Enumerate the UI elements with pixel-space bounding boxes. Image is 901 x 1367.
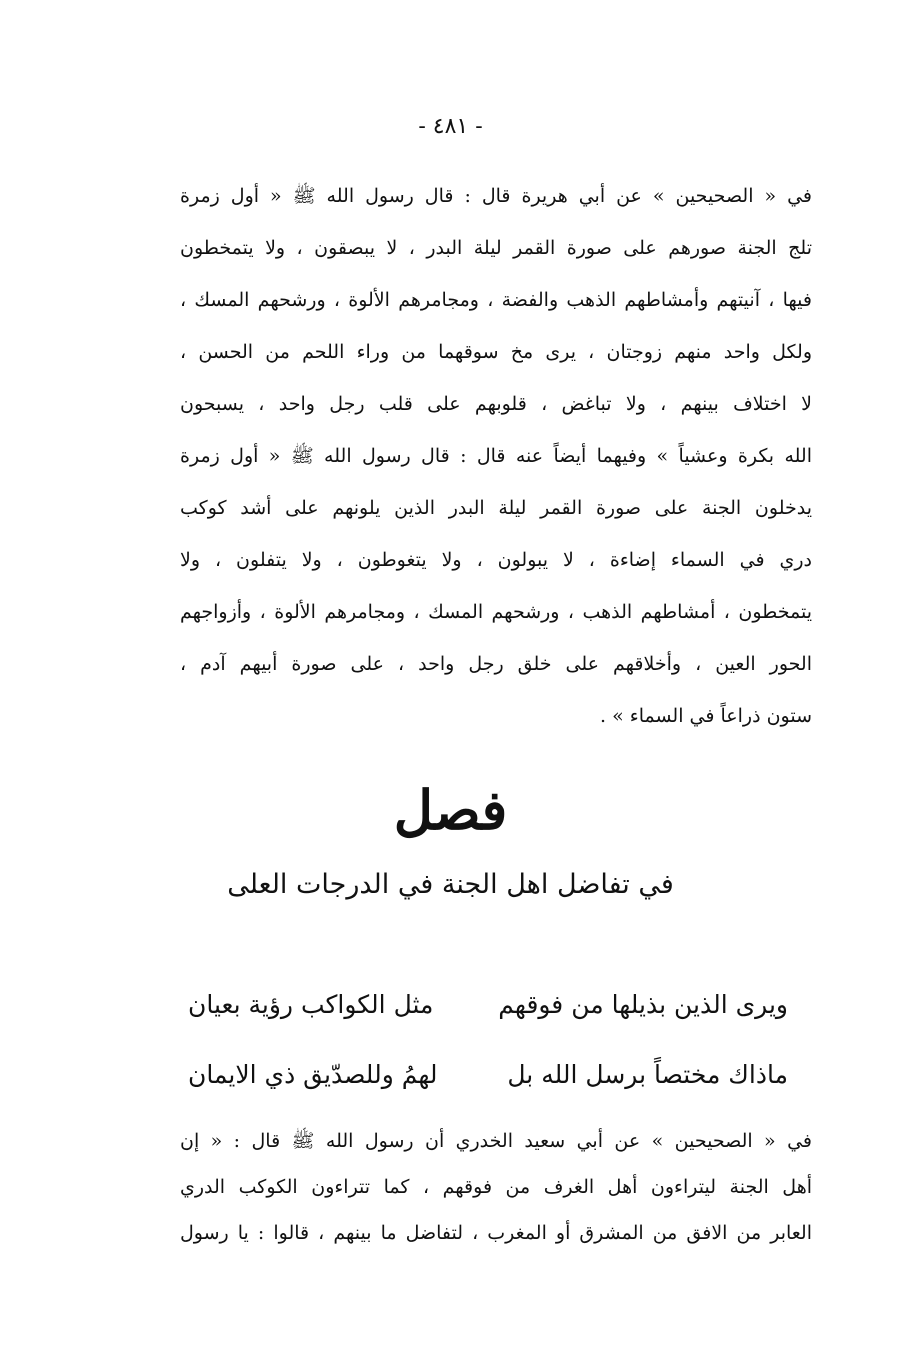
section-subtitle: في تفاضل اهل الجنة في الدرجات العلى — [227, 869, 674, 900]
verse-first-hemistich: ماذاك مختصاً برسل الله بل — [507, 1060, 788, 1089]
poem-verses — [188, 970, 788, 1110]
verse-second-hemistich: لهمُ وللصدّيق ذي الايمان — [188, 1060, 438, 1089]
verse-first-hemistich: ويرى الذين بذيلها من فوقهم — [498, 990, 788, 1019]
page-number: - ٤٨١ - — [418, 114, 483, 139]
paragraph-line: العابر من الافق من المشرق أو المغرب ، لتفاضل ما بينهم ، قالوا : يا رسول — [180, 1222, 812, 1244]
poem-verse — [188, 970, 788, 1040]
paragraph-line: دري في السماء إضاءة ، لا يبولون ، ولا يتغوطون ، ولا يتفلون ، ولا — [180, 549, 812, 571]
section-title: فصل — [393, 778, 508, 842]
paragraph-line: أهل الجنة ليتراءون أهل الغرف من فوقهم ، كما تتراءون الكوكب الدري — [180, 1176, 812, 1198]
paragraph-line: ولكل واحد منهم زوجتان ، يرى مخ سوقهما من وراء اللحم من الحسن ، — [180, 341, 812, 363]
paragraph-line: يتمخطون ، أمشاطهم الذهب ، ورشحهم المسك ، ومجامرهم الألوة ، وأزواجهم — [180, 601, 812, 623]
paragraph-line: في « الصحيحين » عن أبي سعيد الخدري أن رسول الله ﷺ قال : « إن — [180, 1130, 812, 1152]
paragraph-line: فيها ، آنيتهم وأمشاطهم الذهب والفضة ، ومجامرهم الألوة ، ورشحهم المسك ، — [180, 289, 812, 311]
paragraph-line: الحور العين ، وأخلاقهم على خلق رجل واحد ، على صورة أبيهم آدم ، — [180, 653, 812, 675]
paragraph-line: في « الصحيحين » عن أبي هريرة قال : قال رسول الله ﷺ « أول زمرة — [180, 185, 812, 207]
paragraph-line: ستون ذراعاً في السماء » . — [600, 705, 812, 727]
hadith-paragraph — [180, 170, 812, 742]
paragraph-line: الله بكرة وعشياً » وفيهما أيضاً عنه قال : قال رسول الله ﷺ « أول زمرة — [180, 445, 812, 467]
paragraph-line: يدخلون الجنة على صورة القمر ليلة البدر الذين يلونهم على أشد كوكب — [180, 497, 812, 519]
poem-verse — [188, 1040, 788, 1110]
paragraph-line: تلج الجنة صورهم على صورة القمر ليلة البدر ، لا يبصقون ، ولا يتمخطون — [180, 237, 812, 259]
hadith-paragraph — [180, 1118, 812, 1256]
paragraph-line: لا اختلاف بينهم ، ولا تباغض ، قلوبهم على قلب رجل واحد ، يسبحون — [180, 393, 812, 415]
verse-second-hemistich: مثل الكواكب رؤية بعيان — [188, 990, 434, 1019]
